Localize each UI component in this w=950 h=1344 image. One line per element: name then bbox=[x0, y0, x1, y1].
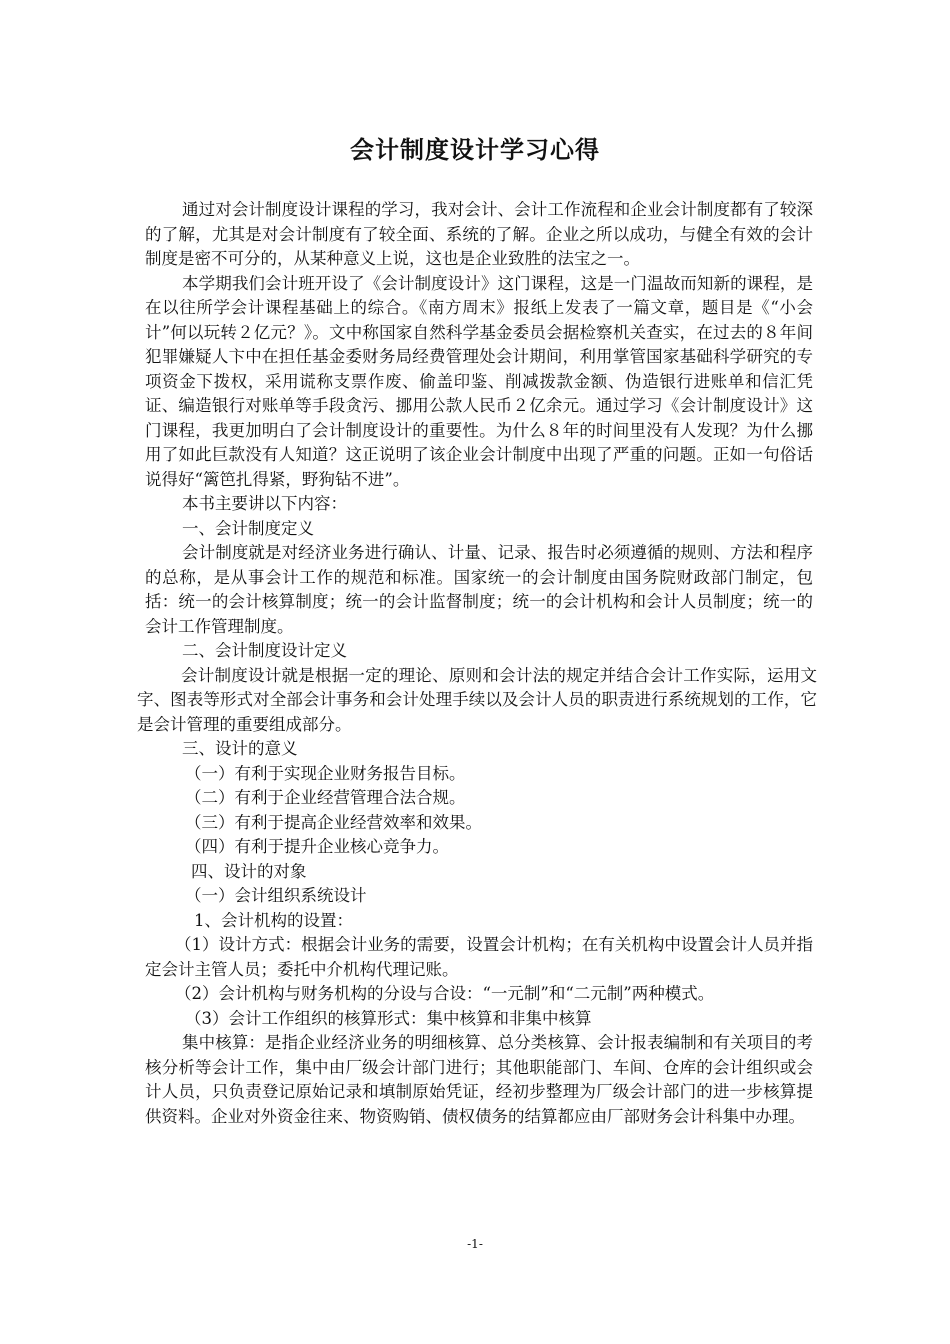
paragraph-intro: 通过对会计制度设计课程的学习，我对会计、会计工作流程和企业会计制度都有了较深的了解，尤其是对会计制度有了较全面、系统的了解。企业之所以成功，与健全有效的会计制度是密不可分的，从某种意义上说，这也是企业致胜的法宝之一。 bbox=[145, 200, 813, 268]
document-title: 会计制度设计学习心得 bbox=[350, 135, 600, 164]
paragraph-separate-combined: （2）会计机构与财务机构的分设与合设：“一元制”和“二元制”两种模式。 bbox=[175, 984, 715, 1003]
heading-section-2: 二、会计制度设计定义 bbox=[182, 641, 347, 660]
paragraph-design-method: （1）设计方式：根据会计业务的需要，设置会计机构；在有关机构中设置会计人员并指定会计主管人员；委托中介机构代理记账。 bbox=[145, 935, 813, 979]
paragraph-centralized: 集中核算：是指企业经济业务的明细核算、总分类核算、会计报表编制和有关项目的考核分析等会计工作，集中由厂级会计部门进行；其他职能部门、车间、仓库的会计组织或会计人员，只负责登记原始记录和填制原始凭证，经初步整理为厂级会计部门的进一步核算提供资料。企业对外资金往来、物资购销、债权债务的结算都应由厂部财务会计科集中办理。 bbox=[145, 1033, 813, 1126]
list-item-significance-3: （三）有利于提高企业经营效率和效果。 bbox=[185, 812, 482, 832]
paragraph-design-definition: 会计制度设计就是根据一定的理论、原则和会计法的规定并结合会计工作实际，运用文字、图表等形式对全部会计事务和会计处理手续以及会计人员的职责进行系统规划的工作，它是会计管理的重要组成部分。 bbox=[137, 665, 817, 734]
list-item-significance-4: （四）有利于提升企业核心竞争力。 bbox=[185, 837, 449, 856]
document-body bbox=[137, 198, 817, 1129]
page-number: -1- bbox=[467, 1237, 483, 1251]
paragraph-contents-intro: 本书主要讲以下内容： bbox=[182, 494, 347, 513]
heading-section-3: 三、设计的意义 bbox=[182, 739, 298, 758]
heading-section-1: 一、会计制度定义 bbox=[182, 518, 314, 538]
paragraph-course: 本学期我们会计班开设了《会计制度设计》这门课程，这是一门温故而知新的课程，是在以往所学会计课程基础上的综合。《南方周末》报纸上发表了一篇文章，题目是《“小会计”何以玩转２亿元？》。文中称国家自然科学基金委员会据检察机关查实，在过去的８年间犯罪嫌疑人卞中在担任基金委财务局经费管理处会计期间，利用掌管国家基础科学研究的专项资金下拨权，采用谎称支票作废、偷盖印鉴、削减拨款金额、伪造银行进账单和信汇凭证、编造银行对账单等手段贪污、挪用公款人民币２亿余元。通过学习《会计制度设计》这门课程，我更加明白了会计制度设计的重要性。为什么８年的时间里没有人发现？为什么挪用了如此巨款没有人知道？这正说明了该企业会计制度中出现了严重的问题。正如一句俗话说得好“篱笆扎得紧，野狗钻不进”。 bbox=[145, 273, 813, 489]
subheading-institution: 1、会计机构的设置： bbox=[194, 910, 353, 930]
list-item-significance-1: （一）有利于实现企业财务报告目标。 bbox=[185, 763, 466, 783]
subheading-organization: （一）会计组织系统设计 bbox=[185, 886, 367, 905]
paragraph-definition: 会计制度就是对经济业务进行确认、计量、记录、报告时必须遵循的规则、方法和程序的总称，是从事会计工作的规范和标准。国家统一的会计制度由国务院财政部门制定，包括：统一的会计核算制度；统一的会计监督制度；统一的会计机构和会计人员制度；统一的会计工作管理制度。 bbox=[145, 543, 813, 636]
heading-section-4: 四、设计的对象 bbox=[191, 861, 307, 881]
paragraph-accounting-forms: （3）会计工作组织的核算形式：集中核算和非集中核算 bbox=[185, 1008, 592, 1028]
list-item-significance-2: （二）有利于企业经营管理合法合规。 bbox=[185, 788, 466, 807]
